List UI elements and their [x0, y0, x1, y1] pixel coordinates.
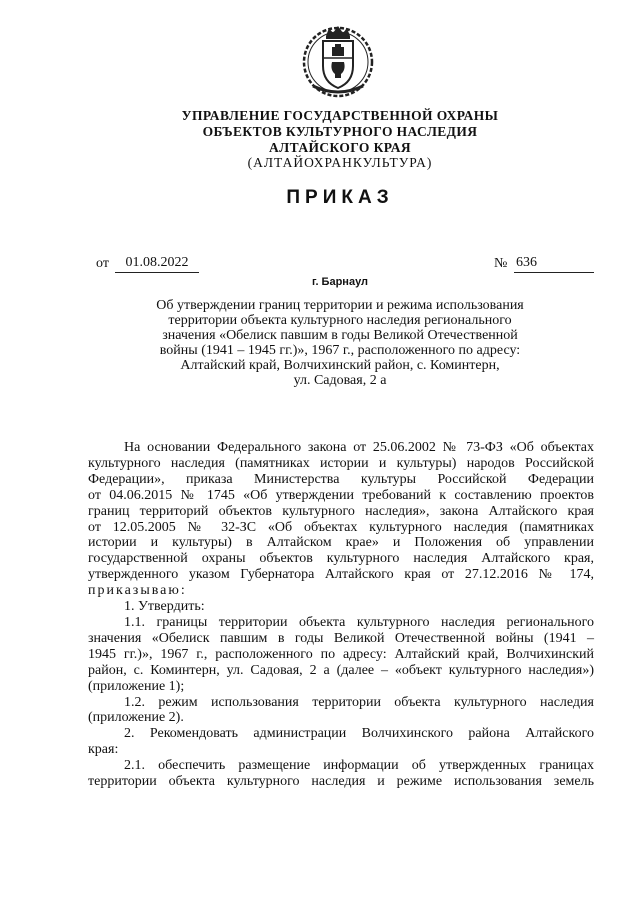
- body-line: 1945 гг.)», 1967 г., расположенного по адресу: Алтайский край, Волчихинский: [88, 646, 594, 662]
- body-line: 2. Рекомендовать администрации Волчихинского района Алтайского: [124, 726, 594, 742]
- body-line: утвержденного указом Губернатора Алтайского края от 27.12.2016 № 174,: [88, 567, 594, 583]
- org-name-line1: УПРАВЛЕНИЕ ГОСУДАРСТВЕННОЙ ОХРАНЫ: [181, 108, 499, 123]
- item-1: 1. Утвердить:: [124, 599, 205, 615]
- body-line: (приложение 2).: [88, 710, 184, 726]
- subject-line: значения «Обелиск павшим в годы Великой Отечественной: [162, 328, 518, 343]
- org-name-line3: АЛТАЙСКОГО КРАЯ: [268, 140, 412, 155]
- body-line: от 04.06.2015 № 1745 «Об утверждении требований к составлению проектов: [88, 487, 594, 503]
- body-line: границ территорий объектов культурного наследия», закона Алтайского края: [88, 503, 594, 519]
- document-subject: [130, 298, 550, 388]
- item-1-2: [88, 695, 594, 727]
- org-short-name: (АЛТАЙОХРАНКУЛЬТУРА): [247, 155, 433, 170]
- item-1-1: [88, 615, 594, 695]
- document-number: 636: [514, 255, 594, 273]
- org-name-line2: ОБЪЕКТОВ КУЛЬТУРНОГО НАСЛЕДИЯ: [202, 124, 478, 139]
- subject-line: Алтайский край, Волчихинский район, с. Коминтерн,: [180, 358, 500, 373]
- preamble-paragraph: [88, 440, 594, 583]
- number-label: №: [494, 256, 508, 271]
- date-label: от: [96, 256, 109, 271]
- subject-line: ул. Садовая, 2 а: [293, 373, 387, 388]
- document-body: [88, 440, 594, 790]
- body-line: территории объекта культурного наследия и режиме использования земель: [88, 774, 594, 790]
- document-city: г. Барнаул: [311, 276, 369, 288]
- body-line: истории и культуры) в Алтайском крае» и Положения об управлении: [88, 535, 594, 551]
- subject-line: Об утверждении границ территории и режима использования: [156, 298, 524, 313]
- body-line: значения «Обелиск павшим в годы Великой Отечественной войны (1941 –: [88, 630, 594, 646]
- body-line: 1.2. режим использования территории объекта культурного наследия: [124, 694, 594, 710]
- body-line: края:: [88, 742, 119, 758]
- altai-coat-of-arms-icon: [299, 22, 377, 100]
- body-line: государственной охраны объектов культурного наследия Алтайского края,: [88, 551, 594, 567]
- subject-line: войны (1941 – 1945 гг.)», 1967 г., расположенного по адресу:: [159, 343, 521, 358]
- body-line: На основании Федерального закона от 25.06.2002 № 73-ФЗ «Об объектах: [124, 440, 594, 455]
- document-date: 01.08.2022: [115, 255, 199, 273]
- body-line: район, с. Коминтерн, ул. Садовая, 2 а (далее – «объект культурного наследия»): [88, 662, 594, 678]
- body-line: (приложение 1);: [88, 678, 185, 694]
- body-line: от 12.05.2005 № 32-ЗС «Об объектах культурного наследия (памятниках: [88, 519, 594, 535]
- body-line: 2.1. обеспечить размещение информации об утвержденных границах: [124, 758, 594, 774]
- body-line: культурного наследия (памятниках истории и культуры) народов Российской: [88, 455, 594, 471]
- body-line: 1.1. границы территории объекта культурного наследия регионального: [124, 614, 594, 630]
- document-title: ПРИКАЗ: [286, 187, 394, 208]
- body-line: Федерации», приказа Министерства культуры Российской Федерации: [88, 471, 594, 487]
- item-2-1: [88, 758, 594, 790]
- order-word: приказываю:: [88, 583, 187, 599]
- subject-line: территории объекта культурного наследия регионального: [168, 313, 512, 328]
- item-2: [88, 726, 594, 758]
